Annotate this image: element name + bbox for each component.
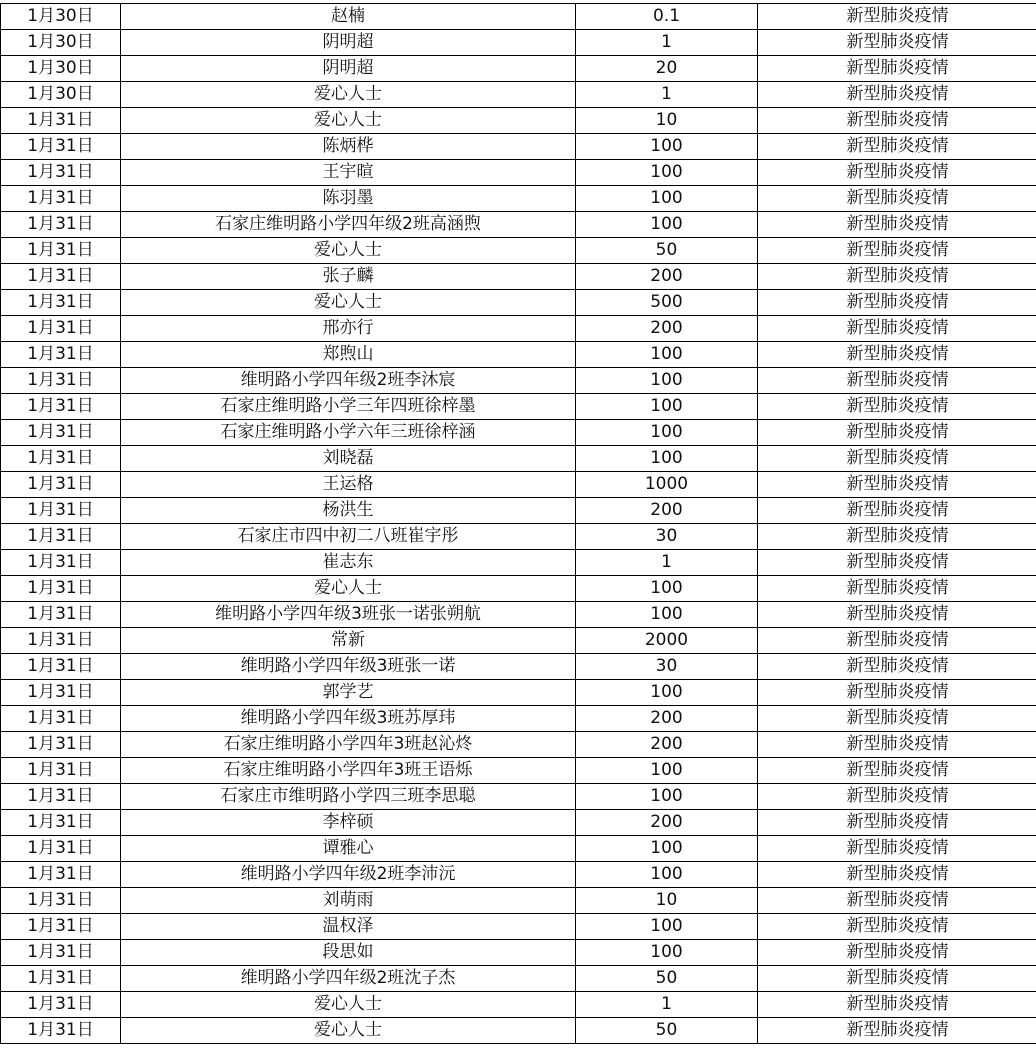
table-row xyxy=(1,524,1036,550)
date-cell[interactable]: 1月31日 xyxy=(1,680,121,706)
donor-name-cell[interactable]: 爱心人士 xyxy=(121,576,576,602)
donor-name-cell[interactable]: 爱心人士 xyxy=(121,290,576,316)
date-cell[interactable]: 1月31日 xyxy=(1,628,121,654)
purpose-cell[interactable]: 新型肺炎疫情 xyxy=(758,680,1036,706)
table-row xyxy=(1,576,1036,602)
amount-cell[interactable]: 200 xyxy=(576,264,758,290)
amount-cell[interactable]: 100 xyxy=(576,940,758,966)
donor-name-cell[interactable]: 爱心人士 xyxy=(121,108,576,134)
amount-cell[interactable]: 100 xyxy=(576,394,758,420)
purpose-cell[interactable]: 新型肺炎疫情 xyxy=(758,56,1036,82)
amount-cell[interactable]: 100 xyxy=(576,784,758,810)
date-cell[interactable]: 1月31日 xyxy=(1,602,121,628)
purpose-cell[interactable]: 新型肺炎疫情 xyxy=(758,758,1036,784)
date-cell[interactable]: 1月31日 xyxy=(1,810,121,836)
table-row xyxy=(1,784,1036,810)
purpose-cell[interactable]: 新型肺炎疫情 xyxy=(758,914,1036,940)
purpose-cell[interactable]: 新型肺炎疫情 xyxy=(758,290,1036,316)
purpose-cell[interactable]: 新型肺炎疫情 xyxy=(758,732,1036,758)
amount-cell[interactable]: 100 xyxy=(576,862,758,888)
amount-cell[interactable]: 1 xyxy=(576,82,758,108)
date-cell[interactable]: 1月31日 xyxy=(1,758,121,784)
purpose-cell[interactable]: 新型肺炎疫情 xyxy=(758,316,1036,342)
amount-cell[interactable]: 100 xyxy=(576,602,758,628)
purpose-cell[interactable]: 新型肺炎疫情 xyxy=(758,862,1036,888)
donor-name-cell[interactable]: 维明路小学四年级3班张一诺 xyxy=(121,654,576,680)
donor-name-cell[interactable]: 爱心人士 xyxy=(121,992,576,1018)
amount-cell[interactable]: 200 xyxy=(576,732,758,758)
donor-name-cell[interactable]: 石家庄维明路小学四年级2班高涵煦 xyxy=(121,212,576,238)
table-row xyxy=(1,862,1036,888)
table-row xyxy=(1,342,1036,368)
amount-cell[interactable]: 100 xyxy=(576,134,758,160)
amount-cell[interactable]: 100 xyxy=(576,368,758,394)
date-cell[interactable]: 1月31日 xyxy=(1,420,121,446)
purpose-cell[interactable]: 新型肺炎疫情 xyxy=(758,498,1036,524)
date-cell[interactable]: 1月31日 xyxy=(1,836,121,862)
amount-cell[interactable]: 50 xyxy=(576,238,758,264)
purpose-cell[interactable]: 新型肺炎疫情 xyxy=(758,30,1036,56)
table-row xyxy=(1,134,1036,160)
amount-cell[interactable]: 1000 xyxy=(576,472,758,498)
purpose-cell[interactable]: 新型肺炎疫情 xyxy=(758,524,1036,550)
date-cell[interactable]: 1月30日 xyxy=(1,82,121,108)
table-row xyxy=(1,914,1036,940)
donor-name-cell[interactable]: 爱心人士 xyxy=(121,82,576,108)
purpose-cell[interactable]: 新型肺炎疫情 xyxy=(758,368,1036,394)
donation-table-body xyxy=(1,4,1036,1044)
amount-cell[interactable]: 30 xyxy=(576,654,758,680)
donor-name-cell[interactable]: 石家庄维明路小学六年三班徐梓涵 xyxy=(121,420,576,446)
donor-name-cell[interactable]: 段思如 xyxy=(121,940,576,966)
table-row xyxy=(1,940,1036,966)
date-cell[interactable]: 1月31日 xyxy=(1,550,121,576)
purpose-cell[interactable]: 新型肺炎疫情 xyxy=(758,446,1036,472)
purpose-cell[interactable]: 新型肺炎疫情 xyxy=(758,888,1036,914)
amount-cell[interactable]: 200 xyxy=(576,316,758,342)
amount-cell[interactable]: 100 xyxy=(576,212,758,238)
donor-name-cell[interactable]: 维明路小学四年级3班苏厚玮 xyxy=(121,706,576,732)
amount-cell[interactable]: 100 xyxy=(576,446,758,472)
donor-name-cell[interactable]: 维明路小学四年级2班李沐宸 xyxy=(121,368,576,394)
donor-name-cell[interactable]: 李梓硕 xyxy=(121,810,576,836)
donor-name-cell[interactable]: 温权泽 xyxy=(121,914,576,940)
donor-name-cell[interactable]: 爱心人士 xyxy=(121,238,576,264)
table-row xyxy=(1,394,1036,420)
purpose-cell[interactable]: 新型肺炎疫情 xyxy=(758,108,1036,134)
date-cell[interactable]: 1月31日 xyxy=(1,316,121,342)
amount-cell[interactable]: 100 xyxy=(576,160,758,186)
date-cell[interactable]: 1月30日 xyxy=(1,56,121,82)
purpose-cell[interactable]: 新型肺炎疫情 xyxy=(758,810,1036,836)
amount-cell[interactable]: 10 xyxy=(576,888,758,914)
purpose-cell[interactable]: 新型肺炎疫情 xyxy=(758,472,1036,498)
table-row xyxy=(1,4,1036,30)
amount-cell[interactable]: 1 xyxy=(576,30,758,56)
purpose-cell[interactable]: 新型肺炎疫情 xyxy=(758,550,1036,576)
table-row xyxy=(1,368,1036,394)
purpose-cell[interactable]: 新型肺炎疫情 xyxy=(758,4,1036,30)
donor-name-cell[interactable]: 阴明超 xyxy=(121,56,576,82)
amount-cell[interactable]: 200 xyxy=(576,706,758,732)
date-cell[interactable]: 1月31日 xyxy=(1,368,121,394)
purpose-cell[interactable]: 新型肺炎疫情 xyxy=(758,82,1036,108)
amount-cell[interactable]: 10 xyxy=(576,108,758,134)
date-cell[interactable]: 1月31日 xyxy=(1,732,121,758)
date-cell[interactable]: 1月31日 xyxy=(1,888,121,914)
donor-name-cell[interactable]: 邢亦行 xyxy=(121,316,576,342)
donor-name-cell[interactable]: 爱心人士 xyxy=(121,1018,576,1044)
date-cell[interactable]: 1月31日 xyxy=(1,472,121,498)
table-row xyxy=(1,446,1036,472)
date-cell[interactable]: 1月31日 xyxy=(1,394,121,420)
table-row xyxy=(1,966,1036,992)
date-cell[interactable]: 1月31日 xyxy=(1,498,121,524)
donor-name-cell[interactable]: 维明路小学四年级2班李沛沅 xyxy=(121,862,576,888)
date-cell[interactable]: 1月31日 xyxy=(1,524,121,550)
amount-cell[interactable]: 100 xyxy=(576,342,758,368)
amount-cell[interactable]: 100 xyxy=(576,914,758,940)
donor-name-cell[interactable]: 杨洪生 xyxy=(121,498,576,524)
date-cell[interactable]: 1月31日 xyxy=(1,784,121,810)
table-row xyxy=(1,160,1036,186)
table-row xyxy=(1,420,1036,446)
date-cell[interactable]: 1月31日 xyxy=(1,108,121,134)
donor-name-cell[interactable]: 郭学艺 xyxy=(121,680,576,706)
table-row xyxy=(1,82,1036,108)
amount-cell[interactable]: 100 xyxy=(576,186,758,212)
amount-cell[interactable]: 100 xyxy=(576,576,758,602)
table-row xyxy=(1,264,1036,290)
donor-name-cell[interactable]: 郑煦山 xyxy=(121,342,576,368)
donor-name-cell[interactable]: 张子麟 xyxy=(121,264,576,290)
purpose-cell[interactable]: 新型肺炎疫情 xyxy=(758,186,1036,212)
table-row xyxy=(1,472,1036,498)
date-cell[interactable]: 1月31日 xyxy=(1,706,121,732)
table-row xyxy=(1,888,1036,914)
table-row xyxy=(1,238,1036,264)
donor-name-cell[interactable]: 石家庄市维明路小学四三班李思聪 xyxy=(121,784,576,810)
date-cell[interactable]: 1月31日 xyxy=(1,186,121,212)
amount-cell[interactable]: 50 xyxy=(576,966,758,992)
donor-name-cell[interactable]: 石家庄维明路小学四年3班王语烁 xyxy=(121,758,576,784)
purpose-cell[interactable]: 新型肺炎疫情 xyxy=(758,940,1036,966)
purpose-cell[interactable]: 新型肺炎疫情 xyxy=(758,836,1036,862)
donor-name-cell[interactable]: 石家庄维明路小学四年3班赵沁炵 xyxy=(121,732,576,758)
date-cell[interactable]: 1月30日 xyxy=(1,30,121,56)
date-cell[interactable]: 1月30日 xyxy=(1,4,121,30)
table-row xyxy=(1,836,1036,862)
purpose-cell[interactable]: 新型肺炎疫情 xyxy=(758,160,1036,186)
table-row xyxy=(1,108,1036,134)
table-row xyxy=(1,30,1036,56)
purpose-cell[interactable]: 新型肺炎疫情 xyxy=(758,784,1036,810)
date-cell[interactable]: 1月31日 xyxy=(1,264,121,290)
amount-cell[interactable]: 100 xyxy=(576,758,758,784)
donation-table xyxy=(0,3,1036,1044)
date-cell[interactable]: 1月31日 xyxy=(1,342,121,368)
donor-name-cell[interactable]: 维明路小学四年级3班张一诺张朔航 xyxy=(121,602,576,628)
date-cell[interactable]: 1月31日 xyxy=(1,1018,121,1044)
table-row xyxy=(1,186,1036,212)
table-row xyxy=(1,212,1036,238)
purpose-cell[interactable]: 新型肺炎疫情 xyxy=(758,394,1036,420)
table-row xyxy=(1,706,1036,732)
date-cell[interactable]: 1月31日 xyxy=(1,940,121,966)
table-row xyxy=(1,56,1036,82)
table-row xyxy=(1,680,1036,706)
date-cell[interactable]: 1月31日 xyxy=(1,238,121,264)
purpose-cell[interactable]: 新型肺炎疫情 xyxy=(758,212,1036,238)
table-row xyxy=(1,992,1036,1018)
purpose-cell[interactable]: 新型肺炎疫情 xyxy=(758,628,1036,654)
donor-name-cell[interactable]: 陈炳桦 xyxy=(121,134,576,160)
purpose-cell[interactable]: 新型肺炎疫情 xyxy=(758,134,1036,160)
amount-cell[interactable]: 20 xyxy=(576,56,758,82)
purpose-cell[interactable]: 新型肺炎疫情 xyxy=(758,420,1036,446)
amount-cell[interactable]: 100 xyxy=(576,680,758,706)
amount-cell[interactable]: 100 xyxy=(576,420,758,446)
date-cell[interactable]: 1月31日 xyxy=(1,914,121,940)
donor-name-cell[interactable]: 王宇暄 xyxy=(121,160,576,186)
date-cell[interactable]: 1月31日 xyxy=(1,992,121,1018)
table-row xyxy=(1,1018,1036,1044)
amount-cell[interactable]: 2000 xyxy=(576,628,758,654)
table-row xyxy=(1,290,1036,316)
table-row xyxy=(1,498,1036,524)
table-row xyxy=(1,550,1036,576)
date-cell[interactable]: 1月31日 xyxy=(1,160,121,186)
amount-cell[interactable]: 500 xyxy=(576,290,758,316)
donor-name-cell[interactable]: 常新 xyxy=(121,628,576,654)
donor-name-cell[interactable]: 谭雅心 xyxy=(121,836,576,862)
table-row xyxy=(1,628,1036,654)
table-row xyxy=(1,602,1036,628)
purpose-cell[interactable]: 新型肺炎疫情 xyxy=(758,264,1036,290)
amount-cell[interactable]: 30 xyxy=(576,524,758,550)
date-cell[interactable]: 1月31日 xyxy=(1,212,121,238)
donor-name-cell[interactable]: 石家庄维明路小学三年四班徐梓墨 xyxy=(121,394,576,420)
date-cell[interactable]: 1月31日 xyxy=(1,966,121,992)
date-cell[interactable]: 1月31日 xyxy=(1,576,121,602)
donor-name-cell[interactable]: 赵楠 xyxy=(121,4,576,30)
purpose-cell[interactable]: 新型肺炎疫情 xyxy=(758,992,1036,1018)
donor-name-cell[interactable]: 王运格 xyxy=(121,472,576,498)
donor-name-cell[interactable]: 阴明超 xyxy=(121,30,576,56)
date-cell[interactable]: 1月31日 xyxy=(1,290,121,316)
purpose-cell[interactable]: 新型肺炎疫情 xyxy=(758,576,1036,602)
purpose-cell[interactable]: 新型肺炎疫情 xyxy=(758,706,1036,732)
purpose-cell[interactable]: 新型肺炎疫情 xyxy=(758,602,1036,628)
donor-name-cell[interactable]: 刘萌雨 xyxy=(121,888,576,914)
purpose-cell[interactable]: 新型肺炎疫情 xyxy=(758,1018,1036,1044)
amount-cell[interactable]: 100 xyxy=(576,836,758,862)
purpose-cell[interactable]: 新型肺炎疫情 xyxy=(758,342,1036,368)
amount-cell[interactable]: 200 xyxy=(576,810,758,836)
donor-name-cell[interactable]: 刘晓磊 xyxy=(121,446,576,472)
date-cell[interactable]: 1月31日 xyxy=(1,862,121,888)
table-row xyxy=(1,810,1036,836)
table-row xyxy=(1,316,1036,342)
amount-cell[interactable]: 1 xyxy=(576,550,758,576)
donor-name-cell[interactable]: 崔志东 xyxy=(121,550,576,576)
purpose-cell[interactable]: 新型肺炎疫情 xyxy=(758,966,1036,992)
table-row xyxy=(1,758,1036,784)
amount-cell[interactable]: 50 xyxy=(576,1018,758,1044)
table-row xyxy=(1,732,1036,758)
purpose-cell[interactable]: 新型肺炎疫情 xyxy=(758,238,1036,264)
donor-name-cell[interactable]: 维明路小学四年级2班沈子杰 xyxy=(121,966,576,992)
table-row xyxy=(1,654,1036,680)
amount-cell[interactable]: 200 xyxy=(576,498,758,524)
amount-cell[interactable]: 0.1 xyxy=(576,4,758,30)
date-cell[interactable]: 1月31日 xyxy=(1,134,121,160)
donor-name-cell[interactable]: 陈羽墨 xyxy=(121,186,576,212)
donor-name-cell[interactable]: 石家庄市四中初二八班崔宇彤 xyxy=(121,524,576,550)
purpose-cell[interactable]: 新型肺炎疫情 xyxy=(758,654,1036,680)
amount-cell[interactable]: 1 xyxy=(576,992,758,1018)
date-cell[interactable]: 1月31日 xyxy=(1,654,121,680)
date-cell[interactable]: 1月31日 xyxy=(1,446,121,472)
